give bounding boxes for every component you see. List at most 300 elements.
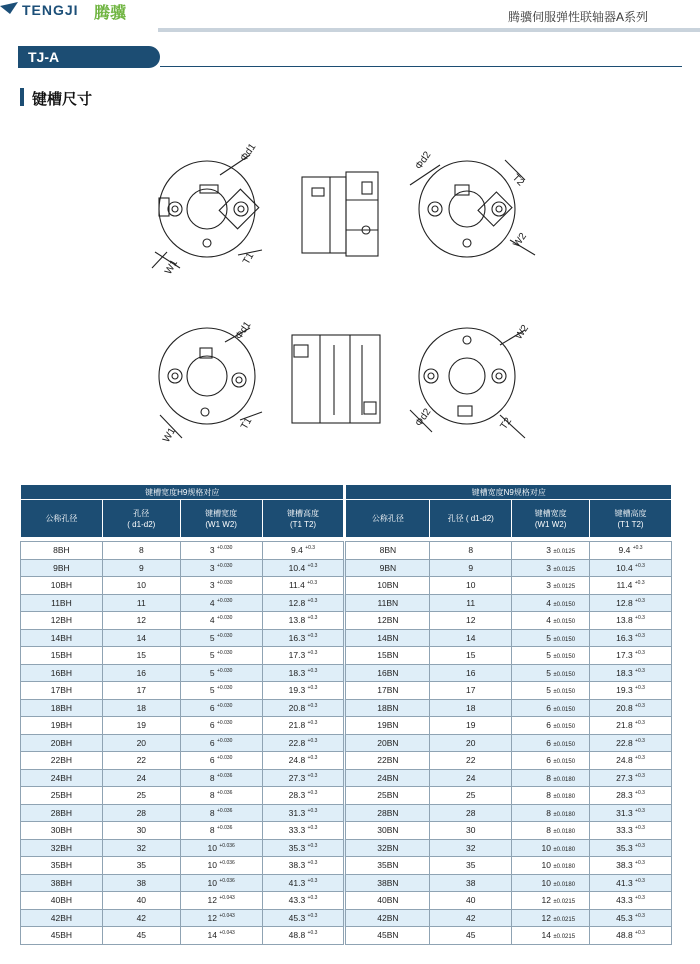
width-n9-tol: ±0.0150: [553, 654, 576, 661]
height-tol-upper: +0.3: [307, 860, 318, 867]
height-n9-cell: 33.3 $^{+0.3}$: [590, 822, 672, 840]
width-n9-cell: 10 ±0.0180: [512, 839, 590, 857]
width-n9-cell: 4 ±0.0150: [512, 612, 590, 630]
bore-n9-cell: 20: [430, 734, 512, 752]
width-h9-tol: +0.030: [217, 702, 233, 709]
width-h9-cell: 10 $^{+0.036}$: [180, 874, 262, 892]
width-n9-tol: ±0.0150: [553, 619, 576, 626]
nominal-h9-cell: 38BH: [21, 874, 103, 892]
table-row: [21, 629, 672, 647]
bore-n9-cell: 17: [430, 682, 512, 700]
nominal-n9-cell: 15BN: [346, 647, 430, 665]
height-tol-upper: +0.3: [635, 685, 645, 692]
width-h9-cell: 5 $^{+0.030}$: [180, 682, 262, 700]
width-n9-cell: 6 ±0.0150: [512, 734, 590, 752]
width-n9-cell: 3 ±0.0125: [512, 542, 590, 560]
nominal-n9-cell: 10BN: [346, 577, 430, 595]
bore-h9-cell: 18: [102, 699, 180, 717]
width-h9-cell: 5 $^{+0.030}$: [180, 647, 262, 665]
nominal-n9-cell: 20BN: [346, 734, 430, 752]
width-n9-tol: ±0.0150: [553, 689, 576, 696]
bore-h9-cell: 20: [102, 734, 180, 752]
bore-n9-cell: 19: [430, 717, 512, 735]
width-n9-cell: 8 ±0.0180: [512, 804, 590, 822]
height-tol-upper: +0.3: [307, 772, 318, 779]
height-n9-cell: 24.8 $^{+0.3}$: [590, 752, 672, 770]
width-h9-cell: 6 $^{+0.030}$: [180, 734, 262, 752]
width-h9-cell: 10 $^{+0.036}$: [180, 857, 262, 875]
height-h9-cell: 12.8 $^{+0.3}$: [262, 594, 344, 612]
bore-h9-cell: 19: [102, 717, 180, 735]
width-h9-cell: 6 $^{+0.030}$: [180, 699, 262, 717]
nominal-h9-cell: 8BH: [21, 542, 103, 560]
height-tol-upper: +0.3: [307, 615, 318, 622]
col-bore-h9: 孔径 ( d1-d2): [102, 500, 180, 538]
width-h9-tol: +0.043: [219, 895, 235, 902]
height-h9-cell: 21.8 $^{+0.3}$: [262, 717, 344, 735]
height-tol-upper: +0.3: [307, 632, 318, 639]
page-header: [0, 0, 700, 30]
height-h9-cell: 27.3 $^{+0.3}$: [262, 769, 344, 787]
height-tol-upper: +0.3: [635, 667, 645, 674]
width-n9-cell: 6 ±0.0150: [512, 717, 590, 735]
table-row: [21, 734, 672, 752]
width-h9-tol: +0.030: [217, 562, 233, 569]
table-row: [21, 892, 672, 910]
table-row: [21, 787, 672, 805]
col-nominal-h9: 公称孔径: [21, 500, 103, 538]
nominal-h9-cell: 16BH: [21, 664, 103, 682]
width-h9-cell: 12 $^{+0.043}$: [180, 892, 262, 910]
bore-n9-cell: 25: [430, 787, 512, 805]
bore-h9-cell: 14: [102, 629, 180, 647]
height-tol-upper: +0.3: [307, 877, 318, 884]
nominal-n9-cell: 30BN: [346, 822, 430, 840]
width-h9-tol: +0.036: [219, 860, 235, 867]
nominal-h9-cell: 40BH: [21, 892, 103, 910]
table-row: [21, 909, 672, 927]
width-h9-tol: +0.043: [219, 912, 235, 919]
width-h9-tol: +0.043: [219, 930, 235, 937]
table-row: [21, 664, 672, 682]
bore-h9-cell: 42: [102, 909, 180, 927]
bore-h9-cell: 24: [102, 769, 180, 787]
nominal-h9-cell: 19BH: [21, 717, 103, 735]
height-tol-upper: +0.3: [635, 842, 645, 849]
nominal-n9-cell: 35BN: [346, 857, 430, 875]
nominal-h9-cell: 30BH: [21, 822, 103, 840]
width-n9-tol: ±0.0150: [553, 671, 576, 678]
nominal-h9-cell: 11BH: [21, 594, 103, 612]
nominal-n9-cell: 32BN: [346, 839, 430, 857]
width-h9-cell: 8 $^{+0.036}$: [180, 804, 262, 822]
width-h9-tol: +0.030: [217, 597, 233, 604]
bore-h9-cell: 11: [102, 594, 180, 612]
nominal-n9-cell: 14BN: [346, 629, 430, 647]
height-h9-cell: 24.8 $^{+0.3}$: [262, 752, 344, 770]
height-tol-upper: +0.3: [307, 737, 318, 744]
height-tol-upper: +0.3: [635, 895, 645, 902]
height-tol-upper: +0.3: [305, 545, 316, 552]
width-h9-tol: +0.030: [217, 632, 233, 639]
nominal-n9-cell: 12BN: [346, 612, 430, 630]
height-n9-cell: 17.3 $^{+0.3}$: [590, 647, 672, 665]
section-bar: [20, 88, 24, 106]
height-tol-upper: +0.3: [635, 702, 645, 709]
label-d2-bottom: Φd2: [413, 406, 434, 429]
nominal-n9-cell: 28BN: [346, 804, 430, 822]
col-bore-n9: 孔径 ( d1-d2): [430, 500, 512, 538]
nominal-n9-cell: 11BN: [346, 594, 430, 612]
nominal-h9-cell: 17BH: [21, 682, 103, 700]
height-tol-upper: +0.3: [635, 790, 645, 797]
width-h9-tol: +0.036: [217, 825, 233, 832]
nominal-n9-cell: 45BN: [346, 927, 430, 945]
width-n9-cell: 6 ±0.0150: [512, 752, 590, 770]
width-n9-tol: ±0.0215: [553, 934, 576, 941]
table-row: [21, 769, 672, 787]
width-n9-tol: ±0.0150: [553, 706, 576, 713]
group-header-n9: 键槽宽度N9规格对应: [346, 485, 672, 500]
width-h9-cell: 6 $^{+0.030}$: [180, 717, 262, 735]
height-h9-cell: 28.3 $^{+0.3}$: [262, 787, 344, 805]
height-tol-upper: +0.3: [635, 720, 645, 727]
height-tol-upper: +0.3: [307, 702, 318, 709]
height-h9-cell: 48.8 $^{+0.3}$: [262, 927, 344, 945]
height-tol-upper: +0.3: [635, 755, 645, 762]
height-h9-cell: 31.3 $^{+0.3}$: [262, 804, 344, 822]
series-title: 腾骥伺服弹性联轴器A系列: [507, 10, 648, 24]
nominal-h9-cell: 32BH: [21, 839, 103, 857]
bore-h9-cell: 15: [102, 647, 180, 665]
side-view-top: [302, 172, 378, 256]
label-w1-top: W1: [163, 258, 181, 277]
height-tol-upper: +0.3: [635, 772, 645, 779]
height-tol-upper: +0.3: [635, 615, 645, 622]
width-n9-tol: ±0.0125: [553, 584, 576, 591]
width-n9-cell: 5 ±0.0150: [512, 682, 590, 700]
nominal-h9-cell: 24BH: [21, 769, 103, 787]
nominal-h9-cell: 20BH: [21, 734, 103, 752]
height-h9-cell: 13.8 $^{+0.3}$: [262, 612, 344, 630]
width-h9-tol: +0.036: [217, 807, 233, 814]
width-n9-cell: 10 ±0.0180: [512, 874, 590, 892]
table-row: [21, 804, 672, 822]
height-n9-cell: 38.3 $^{+0.3}$: [590, 857, 672, 875]
height-tol-upper: +0.3: [307, 597, 318, 604]
width-h9-cell: 5 $^{+0.030}$: [180, 664, 262, 682]
bore-h9-cell: 38: [102, 874, 180, 892]
nominal-n9-cell: 40BN: [346, 892, 430, 910]
width-h9-cell: 5 $^{+0.030}$: [180, 629, 262, 647]
width-n9-tol: ±0.0215: [553, 899, 576, 906]
bore-n9-cell: 42: [430, 909, 512, 927]
nominal-n9-cell: 17BN: [346, 682, 430, 700]
bore-n9-cell: 14: [430, 629, 512, 647]
width-n9-cell: 6 ±0.0150: [512, 699, 590, 717]
width-n9-cell: 8 ±0.0180: [512, 769, 590, 787]
height-tol-upper: +0.3: [307, 895, 318, 902]
width-h9-cell: 6 $^{+0.030}$: [180, 752, 262, 770]
height-tol-upper: +0.3: [635, 930, 645, 937]
height-tol-upper: +0.3: [307, 755, 318, 762]
face-view-d1-top: [152, 155, 262, 268]
width-n9-tol: ±0.0125: [553, 566, 576, 573]
width-h9-cell: 8 $^{+0.036}$: [180, 822, 262, 840]
table-row: [21, 874, 672, 892]
width-n9-cell: 5 ±0.0150: [512, 664, 590, 682]
width-h9-tol: +0.030: [217, 580, 233, 587]
height-h9-cell: 45.3 $^{+0.3}$: [262, 909, 344, 927]
height-h9-cell: 19.3 $^{+0.3}$: [262, 682, 344, 700]
width-h9-tol: +0.036: [217, 790, 233, 797]
height-n9-cell: 31.3 $^{+0.3}$: [590, 804, 672, 822]
height-h9-cell: 18.3 $^{+0.3}$: [262, 664, 344, 682]
table-row: [21, 612, 672, 630]
bore-n9-cell: 30: [430, 822, 512, 840]
height-n9-cell: 21.8 $^{+0.3}$: [590, 717, 672, 735]
width-n9-tol: ±0.0180: [553, 776, 576, 783]
label-w2-top: W2: [511, 231, 530, 250]
bore-h9-cell: 9: [102, 559, 180, 577]
height-tol-upper: +0.3: [635, 737, 645, 744]
bore-h9-cell: 8: [102, 542, 180, 560]
bore-h9-cell: 45: [102, 927, 180, 945]
height-tol-upper: +0.3: [307, 790, 318, 797]
col-height-n9: 键槽高度 (T1 T2): [590, 500, 672, 538]
width-h9-cell: 4 $^{+0.030}$: [180, 594, 262, 612]
nominal-h9-cell: 42BH: [21, 909, 103, 927]
width-h9-tol: +0.036: [217, 772, 233, 779]
bore-n9-cell: 22: [430, 752, 512, 770]
height-tol-upper: +0.3: [307, 562, 318, 569]
height-n9-cell: 9.4 $^{+0.3}$: [590, 542, 672, 560]
width-h9-cell: 3 $^{+0.030}$: [180, 559, 262, 577]
nominal-h9-cell: 15BH: [21, 647, 103, 665]
height-h9-cell: 22.8 $^{+0.3}$: [262, 734, 344, 752]
col-nominal-n9: 公称孔径: [346, 500, 430, 538]
section-title: 键槽尺寸: [32, 91, 93, 108]
col-width-h9: 键槽宽度 (W1 W2): [180, 500, 262, 538]
height-tol-upper: +0.3: [635, 825, 645, 832]
nominal-n9-cell: 25BN: [346, 787, 430, 805]
nominal-h9-cell: 12BH: [21, 612, 103, 630]
table-row: [21, 717, 672, 735]
bore-n9-cell: 32: [430, 839, 512, 857]
height-tol-upper: +0.3: [632, 545, 643, 552]
nominal-h9-cell: 35BH: [21, 857, 103, 875]
width-h9-tol: +0.030: [217, 667, 233, 674]
height-h9-cell: 38.3 $^{+0.3}$: [262, 857, 344, 875]
height-tol-upper: +0.3: [307, 667, 318, 674]
width-h9-tol: +0.030: [217, 685, 233, 692]
height-n9-cell: 41.3 $^{+0.3}$: [590, 874, 672, 892]
bore-h9-cell: 32: [102, 839, 180, 857]
width-n9-tol: ±0.0215: [553, 916, 576, 923]
height-h9-cell: 33.3 $^{+0.3}$: [262, 822, 344, 840]
label-w2-bottom: W2: [513, 323, 532, 342]
nominal-n9-cell: 42BN: [346, 909, 430, 927]
height-h9-cell: 35.3 $^{+0.3}$: [262, 839, 344, 857]
width-h9-cell: 4 $^{+0.030}$: [180, 612, 262, 630]
height-tol-upper: +0.3: [635, 597, 645, 604]
height-h9-cell: 41.3 $^{+0.3}$: [262, 874, 344, 892]
table-row: [21, 927, 672, 945]
height-h9-cell: 17.3 $^{+0.3}$: [262, 647, 344, 665]
bore-n9-cell: 8: [430, 542, 512, 560]
width-n9-cell: 10 ±0.0180: [512, 857, 590, 875]
height-h9-cell: 43.3 $^{+0.3}$: [262, 892, 344, 910]
width-h9-cell: 8 $^{+0.036}$: [180, 787, 262, 805]
bore-n9-cell: 9: [430, 559, 512, 577]
height-n9-cell: 35.3 $^{+0.3}$: [590, 839, 672, 857]
nominal-h9-cell: 22BH: [21, 752, 103, 770]
width-n9-cell: 12 ±0.0215: [512, 892, 590, 910]
height-n9-cell: 43.3 $^{+0.3}$: [590, 892, 672, 910]
width-n9-cell: 8 ±0.0180: [512, 822, 590, 840]
width-n9-cell: 8 ±0.0180: [512, 787, 590, 805]
brand-name-en: TENGJI: [22, 2, 79, 18]
height-n9-cell: 48.8 $^{+0.3}$: [590, 927, 672, 945]
width-n9-tol: ±0.0125: [553, 549, 576, 556]
keyway-spec-table: [20, 484, 672, 945]
table-row: [21, 577, 672, 595]
height-tol-upper: +0.3: [635, 562, 645, 569]
bore-h9-cell: 40: [102, 892, 180, 910]
height-n9-cell: 19.3 $^{+0.3}$: [590, 682, 672, 700]
bore-n9-cell: 35: [430, 857, 512, 875]
height-tol-upper: +0.3: [635, 912, 645, 919]
height-tol-upper: +0.3: [634, 580, 645, 587]
width-h9-cell: 10 $^{+0.036}$: [180, 839, 262, 857]
height-n9-cell: 11.4 $^{+0.3}$: [590, 577, 672, 595]
height-tol-upper: +0.3: [307, 930, 318, 937]
width-n9-cell: 5 ±0.0150: [512, 629, 590, 647]
height-tol-upper: +0.3: [307, 825, 318, 832]
width-h9-tol: +0.036: [219, 842, 235, 849]
width-n9-tol: ±0.0150: [553, 724, 576, 731]
width-h9-tol: +0.030: [217, 755, 233, 762]
height-tol-upper: +0.3: [635, 877, 645, 884]
height-h9-cell: 20.8 $^{+0.3}$: [262, 699, 344, 717]
nominal-n9-cell: 22BN: [346, 752, 430, 770]
bore-n9-cell: 16: [430, 664, 512, 682]
width-h9-cell: 8 $^{+0.036}$: [180, 769, 262, 787]
width-n9-cell: 5 ±0.0150: [512, 647, 590, 665]
width-n9-cell: 4 ±0.0150: [512, 594, 590, 612]
bore-n9-cell: 10: [430, 577, 512, 595]
brand-logo: [0, 0, 150, 24]
height-tol-upper: +0.3: [307, 650, 318, 657]
keyway-drawings: [0, 140, 700, 460]
height-tol-upper: +0.3: [307, 842, 318, 849]
height-n9-cell: 28.3 $^{+0.3}$: [590, 787, 672, 805]
width-h9-tol: +0.036: [219, 877, 235, 884]
height-tol-upper: +0.3: [635, 632, 645, 639]
bore-n9-cell: 24: [430, 769, 512, 787]
nominal-h9-cell: 9BH: [21, 559, 103, 577]
table-body: [21, 538, 672, 945]
table-row: [21, 542, 672, 560]
width-h9-cell: 12 $^{+0.043}$: [180, 909, 262, 927]
height-tol-upper: +0.3: [307, 720, 318, 727]
width-n9-tol: ±0.0180: [553, 864, 576, 871]
table-row: [21, 752, 672, 770]
width-h9-tol: +0.030: [217, 650, 233, 657]
label-t2-bottom: T2: [498, 415, 515, 432]
width-n9-tol: ±0.0150: [553, 636, 576, 643]
nominal-n9-cell: 24BN: [346, 769, 430, 787]
height-n9-cell: 45.3 $^{+0.3}$: [590, 909, 672, 927]
nominal-h9-cell: 45BH: [21, 927, 103, 945]
height-n9-cell: 20.8 $^{+0.3}$: [590, 699, 672, 717]
label-t2-top: T2: [509, 172, 526, 189]
height-tol-upper: +0.3: [307, 685, 318, 692]
table-row: [21, 647, 672, 665]
nominal-h9-cell: 28BH: [21, 804, 103, 822]
bore-n9-cell: 40: [430, 892, 512, 910]
height-n9-cell: 12.8 $^{+0.3}$: [590, 594, 672, 612]
table-row: [21, 857, 672, 875]
nominal-n9-cell: 19BN: [346, 717, 430, 735]
table-row: [21, 822, 672, 840]
height-tol-upper: +0.3: [635, 860, 645, 867]
label-t1-bottom: T1: [239, 415, 255, 432]
label-d2-top: Φd2: [413, 149, 434, 172]
logo-swoosh-icon: [0, 0, 20, 20]
height-n9-cell: 10.4 $^{+0.3}$: [590, 559, 672, 577]
nominal-n9-cell: 16BN: [346, 664, 430, 682]
height-tol-upper: +0.3: [307, 912, 318, 919]
bore-n9-cell: 18: [430, 699, 512, 717]
height-tol-upper: +0.3: [635, 807, 645, 814]
height-tol-upper: +0.3: [635, 650, 645, 657]
bore-h9-cell: 25: [102, 787, 180, 805]
width-n9-cell: 3 ±0.0125: [512, 559, 590, 577]
label-t1-top: T1: [241, 250, 257, 267]
width-h9-tol: +0.030: [217, 615, 233, 622]
brand-name-cn: 腾骥: [94, 5, 127, 22]
height-n9-cell: 18.3 $^{+0.3}$: [590, 664, 672, 682]
width-n9-tol: ±0.0180: [553, 881, 576, 888]
width-h9-cell: 14 $^{+0.043}$: [180, 927, 262, 945]
width-n9-tol: ±0.0180: [553, 794, 576, 801]
width-n9-tol: ±0.0180: [553, 846, 576, 853]
width-n9-tol: ±0.0150: [553, 759, 576, 766]
table-row: [21, 682, 672, 700]
width-n9-tol: ±0.0180: [553, 811, 576, 818]
nominal-h9-cell: 18BH: [21, 699, 103, 717]
header-rule: [158, 28, 700, 32]
width-n9-cell: 14 ±0.0215: [512, 927, 590, 945]
col-height-h9: 键槽高度 (T1 T2): [262, 500, 344, 538]
width-n9-cell: 12 ±0.0215: [512, 909, 590, 927]
label-w1-bottom: W1: [161, 426, 179, 445]
height-n9-cell: 27.3 $^{+0.3}$: [590, 769, 672, 787]
nominal-h9-cell: 10BH: [21, 577, 103, 595]
bore-n9-cell: 12: [430, 612, 512, 630]
width-n9-tol: ±0.0150: [553, 601, 576, 608]
nominal-h9-cell: 14BH: [21, 629, 103, 647]
nominal-n9-cell: 18BN: [346, 699, 430, 717]
label-d1-top: Φd1: [238, 141, 259, 164]
bore-h9-cell: 22: [102, 752, 180, 770]
bore-n9-cell: 28: [430, 804, 512, 822]
nominal-n9-cell: 38BN: [346, 874, 430, 892]
height-h9-cell: 16.3 $^{+0.3}$: [262, 629, 344, 647]
width-h9-cell: 3 $^{+0.030}$: [180, 542, 262, 560]
height-tol-upper: +0.3: [307, 807, 318, 814]
